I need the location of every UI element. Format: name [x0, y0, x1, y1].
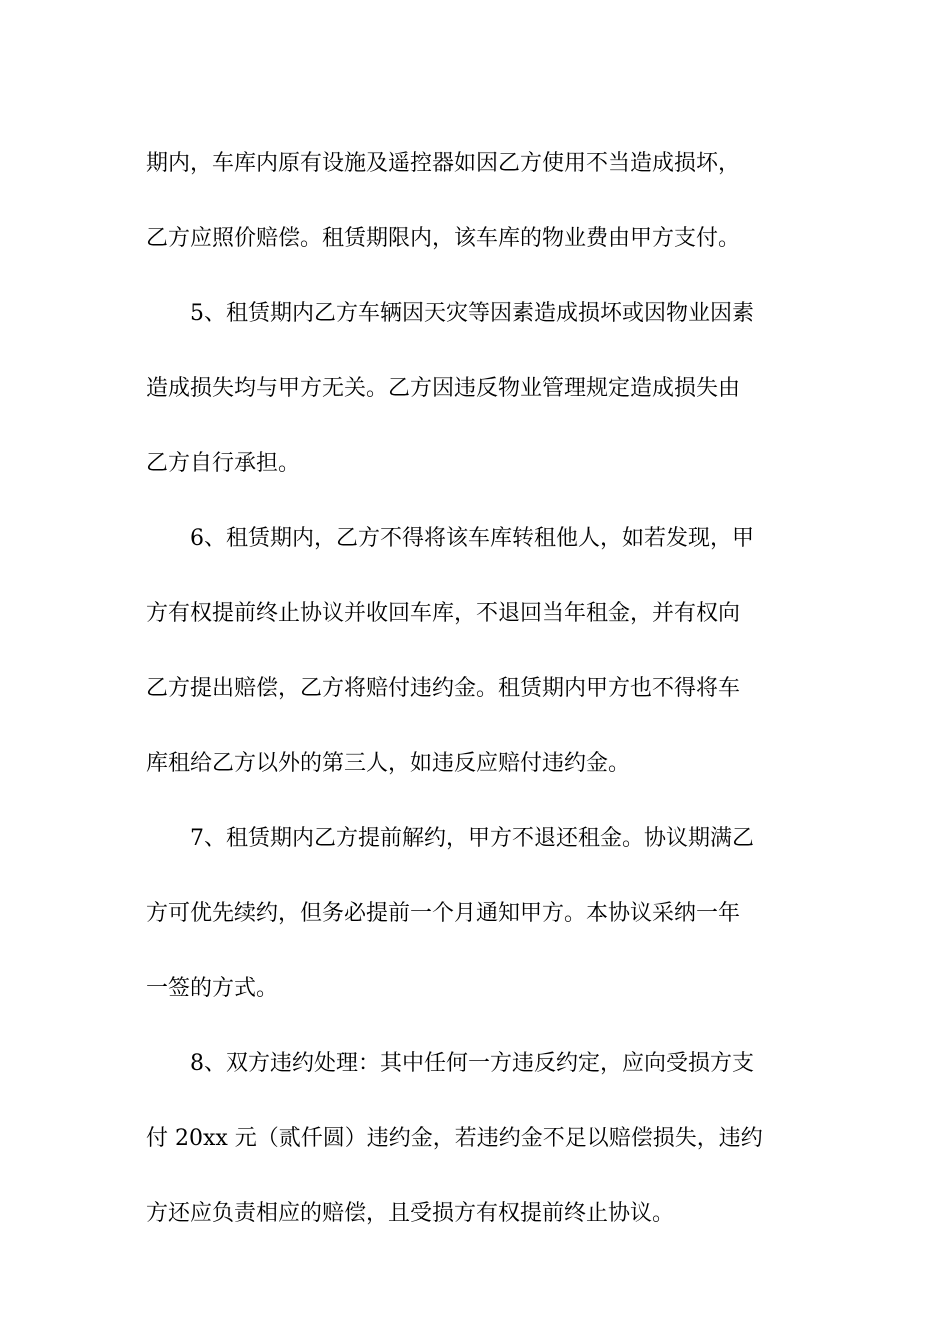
text-line: 造成损失均与甲方无关。乙方因违反物业管理规定造成损失由	[146, 376, 741, 401]
text-line: 期内，车库内原有设施及遥控器如因乙方使用不当造成损坏，	[146, 151, 741, 176]
clause-8-line: 8、双方违约处理：其中任何一方违反约定，应向受损方支	[190, 1051, 754, 1076]
text-line: 乙方应照价赔偿。租赁期限内，该车库的物业费由甲方支付。	[146, 226, 741, 251]
text-line: 方有权提前终止协议并收回车库，不退回当年租金，并有权向	[146, 601, 741, 626]
text-line: 方还应负责相应的赔偿，且受损方有权提前终止协议。	[146, 1201, 675, 1226]
text-line: 付 20xx 元（贰仟圆）违约金，若违约金不足以赔偿损失，违约	[146, 1126, 763, 1151]
clause-6-line: 6、租赁期内，乙方不得将该车库转租他人，如若发现，甲	[190, 526, 754, 551]
document-body	[146, 126, 806, 1251]
clause-7-line: 7、租赁期内乙方提前解约，甲方不退还租金。协议期满乙	[190, 826, 754, 851]
clause-5-line: 5、租赁期内乙方车辆因天灾等因素造成损坏或因物业因素	[190, 301, 754, 326]
text-line: 一签的方式。	[146, 976, 279, 1001]
text-line: 乙方提出赔偿，乙方将赔付违约金。租赁期内甲方也不得将车	[146, 676, 741, 701]
text-line: 乙方自行承担。	[146, 451, 301, 476]
text-line: 方可优先续约，但务必提前一个月通知甲方。本协议采纳一年	[146, 901, 741, 926]
text-line: 库租给乙方以外的第三人，如违反应赔付违约金。	[146, 751, 631, 776]
